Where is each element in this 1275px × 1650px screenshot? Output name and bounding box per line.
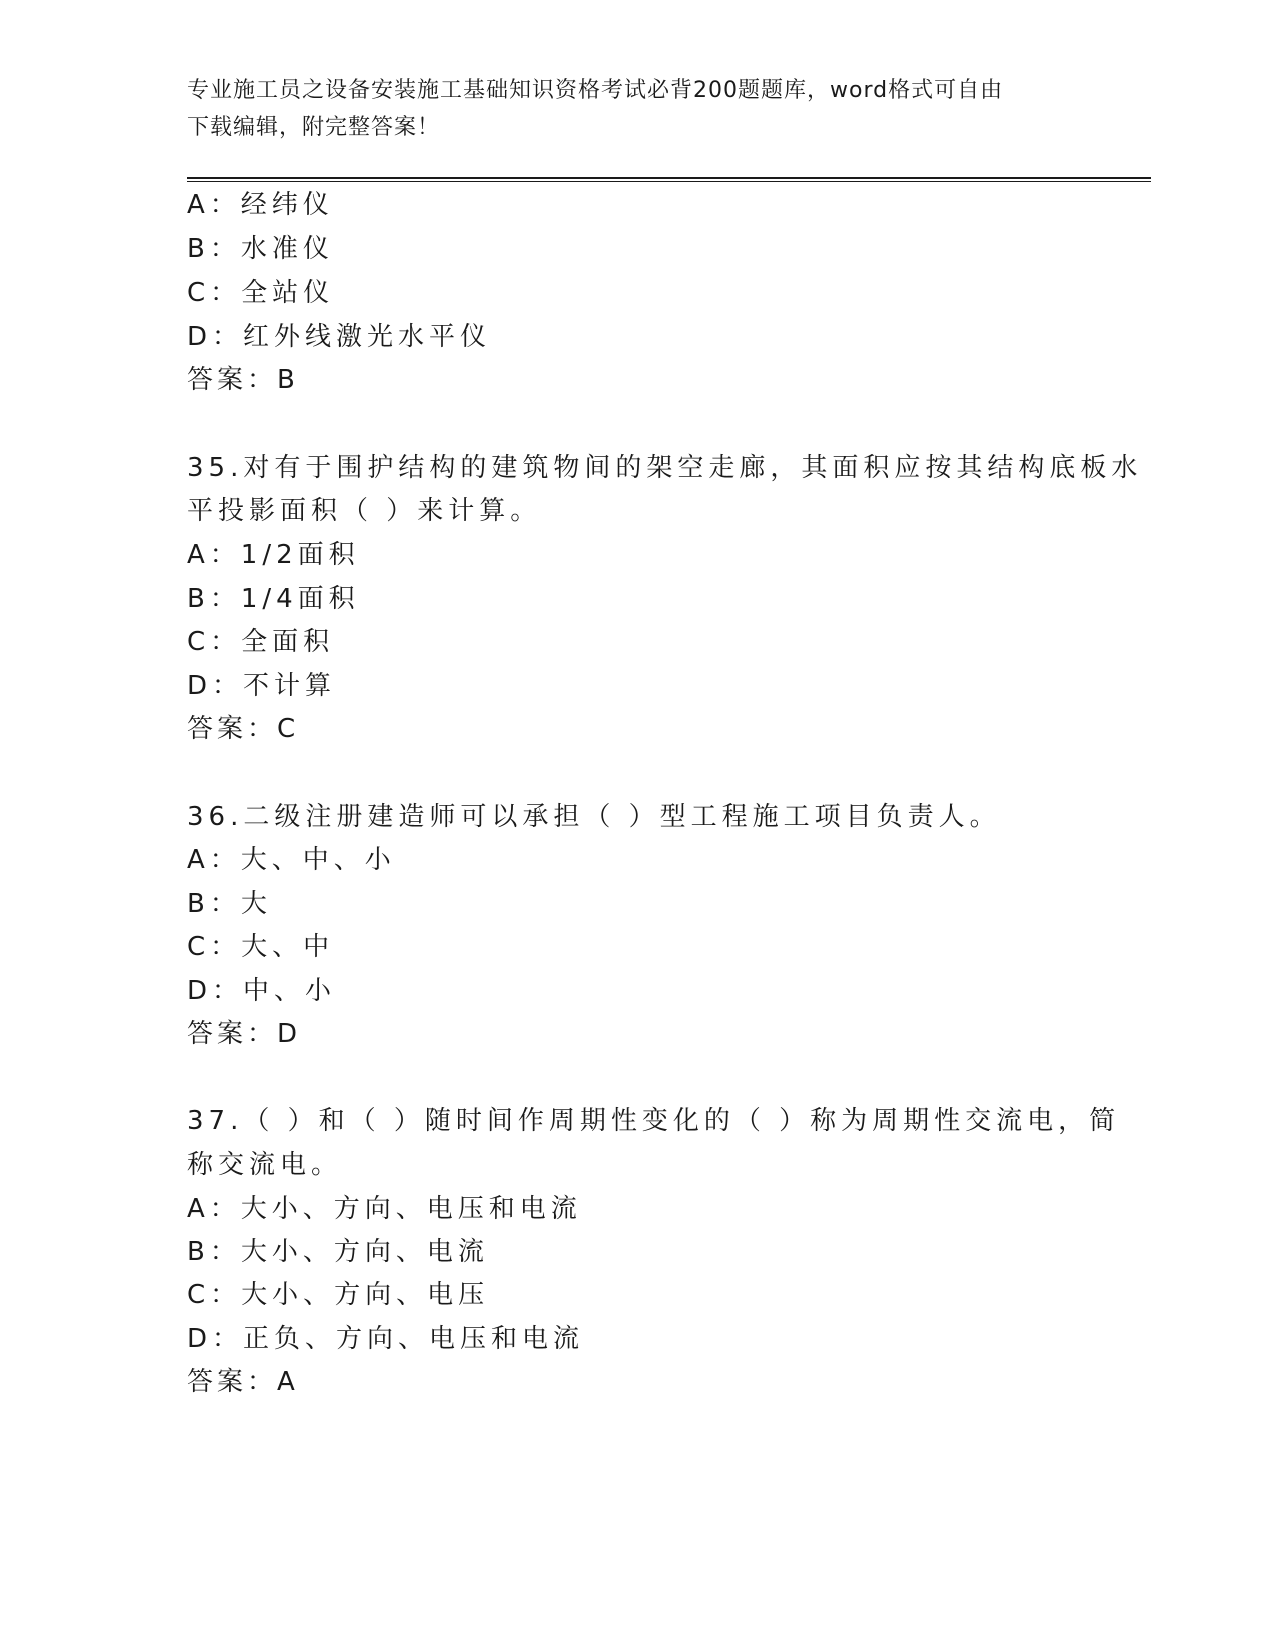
option-b: B：1/4面积 (187, 584, 360, 614)
question-35-line-1: 35.对有于围护结构的建筑物间的架空走廊，其面积应按其结构底板水 (187, 453, 1143, 483)
option-a: A：1/2面积 (187, 540, 360, 570)
option-c: C：大小、方向、电压 (187, 1280, 490, 1310)
option-b: B：大小、方向、电流 (187, 1237, 489, 1267)
answer-value: B (277, 365, 296, 395)
question-37-line-1: 37.（ ）和（ ）随时间作周期性变化的（ ）称为周期性交流电，简 (187, 1106, 1121, 1136)
answer-label: 答案： (187, 365, 278, 395)
answer-label: 答案： (187, 1367, 278, 1397)
option-d: D：不计算 (187, 671, 337, 701)
option-c: C：大、中 (187, 932, 335, 962)
option-d: D：红外线激光水平仪 (187, 322, 492, 352)
header-divider (187, 177, 1151, 182)
option-a: A：经纬仪 (187, 190, 334, 220)
option-b: B：大 (187, 889, 272, 919)
answer-label: 答案： (187, 714, 278, 744)
answer-line (187, 1365, 296, 1399)
header-line-2: 下载编辑，附完整答案！ (187, 115, 441, 140)
answer-value: C (277, 714, 297, 744)
option-d: D：中、小 (187, 976, 337, 1006)
option-a: A：大、中、小 (187, 845, 396, 875)
answer-line (187, 712, 296, 746)
answer-line (187, 363, 296, 397)
question-36-line-1: 36.二级注册建造师可以承担（ ）型工程施工项目负责人。 (187, 802, 1001, 832)
option-b: B：水准仪 (187, 234, 334, 264)
answer-line (187, 1017, 298, 1051)
option-d: D：正负、方向、电压和电流 (187, 1324, 585, 1354)
answer-value: D (277, 1019, 299, 1049)
answer-label: 答案： (187, 1019, 278, 1049)
option-c: C：全面积 (187, 627, 335, 657)
option-c: C：全站仪 (187, 278, 335, 308)
question-35-line-2: 平投影面积（ ）来计算。 (187, 496, 542, 526)
question-37-line-2: 称交流电。 (187, 1150, 343, 1180)
option-a: A：大小、方向、电压和电流 (187, 1194, 582, 1224)
document-header (187, 72, 1067, 146)
answer-value: A (277, 1367, 296, 1397)
header-line-1: 专业施工员之设备安装施工基础知识资格考试必背200题题库，word格式可自由 (187, 78, 1004, 103)
